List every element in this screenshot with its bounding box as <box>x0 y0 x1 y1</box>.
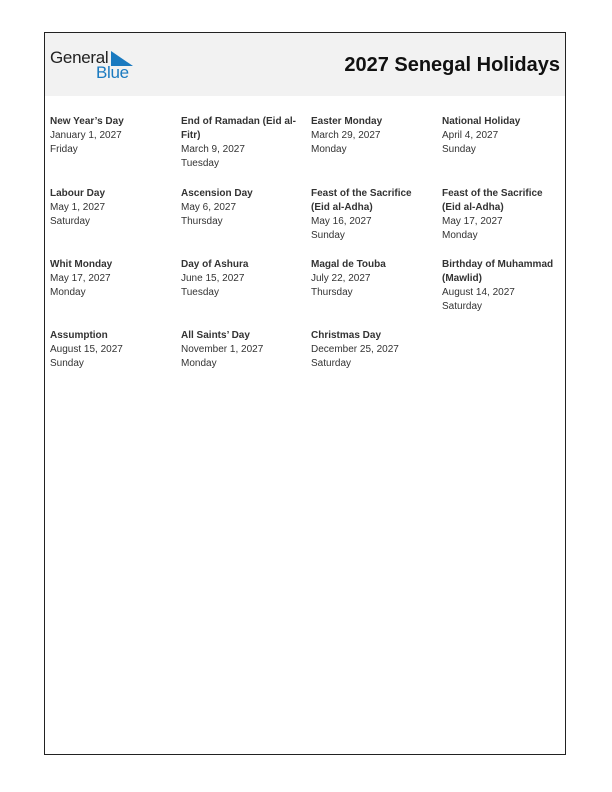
holiday-item <box>311 329 433 371</box>
holiday-name: End of Ramadan (Eid al-Fitr) <box>181 116 297 141</box>
holiday-date: December 25, 2027 <box>311 344 399 355</box>
holiday-item <box>442 115 564 157</box>
holiday-weekday: Sunday <box>442 144 476 155</box>
holiday-date: March 29, 2027 <box>311 130 381 141</box>
holiday-weekday: Monday <box>311 144 347 155</box>
header-bar <box>45 33 565 96</box>
holiday-weekday: Monday <box>50 287 86 298</box>
holiday-weekday: Thursday <box>311 287 353 298</box>
holiday-item <box>50 329 172 371</box>
holiday-date: May 1, 2027 <box>50 202 106 213</box>
holiday-weekday: Saturday <box>311 358 352 369</box>
holiday-weekday: Friday <box>50 144 78 155</box>
holiday-name: All Saints’ Day <box>181 330 250 341</box>
holiday-weekday: Tuesday <box>181 287 219 298</box>
holiday-name: Day of Ashura <box>181 259 249 270</box>
holiday-name: National Holiday <box>442 116 521 127</box>
holiday-item <box>50 258 172 300</box>
holiday-item <box>181 187 303 229</box>
page-title: 2027 Senegal Holidays <box>344 54 560 76</box>
holiday-item <box>311 258 433 300</box>
holiday-item <box>50 115 172 157</box>
holiday-name: Whit Monday <box>50 259 113 270</box>
holiday-weekday: Saturday <box>50 216 91 227</box>
holiday-date: May 6, 2027 <box>181 202 237 213</box>
holiday-item <box>311 115 433 157</box>
holiday-name: Magal de Touba <box>311 259 386 270</box>
holiday-name: New Year’s Day <box>50 116 124 127</box>
holiday-item <box>181 329 303 371</box>
generalblue-logo <box>50 48 140 84</box>
holiday-item <box>442 258 562 314</box>
page-frame <box>44 32 566 755</box>
holiday-date: June 15, 2027 <box>181 273 245 284</box>
holiday-item <box>442 187 562 243</box>
holiday-item <box>181 258 303 300</box>
holiday-name: Feast of the Sacrifice (Eid al-Adha) <box>311 188 412 213</box>
holiday-date: May 16, 2027 <box>311 216 372 227</box>
holiday-name: Feast of the Sacrifice (Eid al-Adha) <box>442 188 543 213</box>
holiday-weekday: Thursday <box>181 216 223 227</box>
holiday-date: November 1, 2027 <box>181 344 264 355</box>
holiday-name: Labour Day <box>50 188 106 199</box>
holiday-date: July 22, 2027 <box>311 273 371 284</box>
holiday-date: May 17, 2027 <box>50 273 111 284</box>
holiday-weekday: Monday <box>181 358 217 369</box>
holiday-weekday: Tuesday <box>181 158 219 169</box>
holiday-date: January 1, 2027 <box>50 130 122 141</box>
holiday-date: March 9, 2027 <box>181 144 245 155</box>
holiday-name: Easter Monday <box>311 116 383 127</box>
logo-general-text: General <box>50 48 109 67</box>
holiday-weekday: Monday <box>442 230 478 241</box>
holiday-item <box>181 115 299 171</box>
holiday-item <box>50 187 172 229</box>
holiday-date: April 4, 2027 <box>442 130 499 141</box>
holiday-name: Assumption <box>50 330 108 341</box>
holiday-name: Ascension Day <box>181 188 253 199</box>
holiday-date: May 17, 2027 <box>442 216 503 227</box>
holiday-weekday: Saturday <box>442 301 483 312</box>
holiday-weekday: Sunday <box>50 358 84 369</box>
holiday-date: August 14, 2027 <box>442 287 515 298</box>
logo-blue-text: Blue <box>96 63 129 82</box>
holiday-weekday: Sunday <box>311 230 345 241</box>
holiday-name: Christmas Day <box>311 330 382 341</box>
holiday-name: Birthday of Muhammad (Mawlid) <box>442 259 554 284</box>
holiday-item <box>311 187 431 243</box>
holiday-date: August 15, 2027 <box>50 344 123 355</box>
